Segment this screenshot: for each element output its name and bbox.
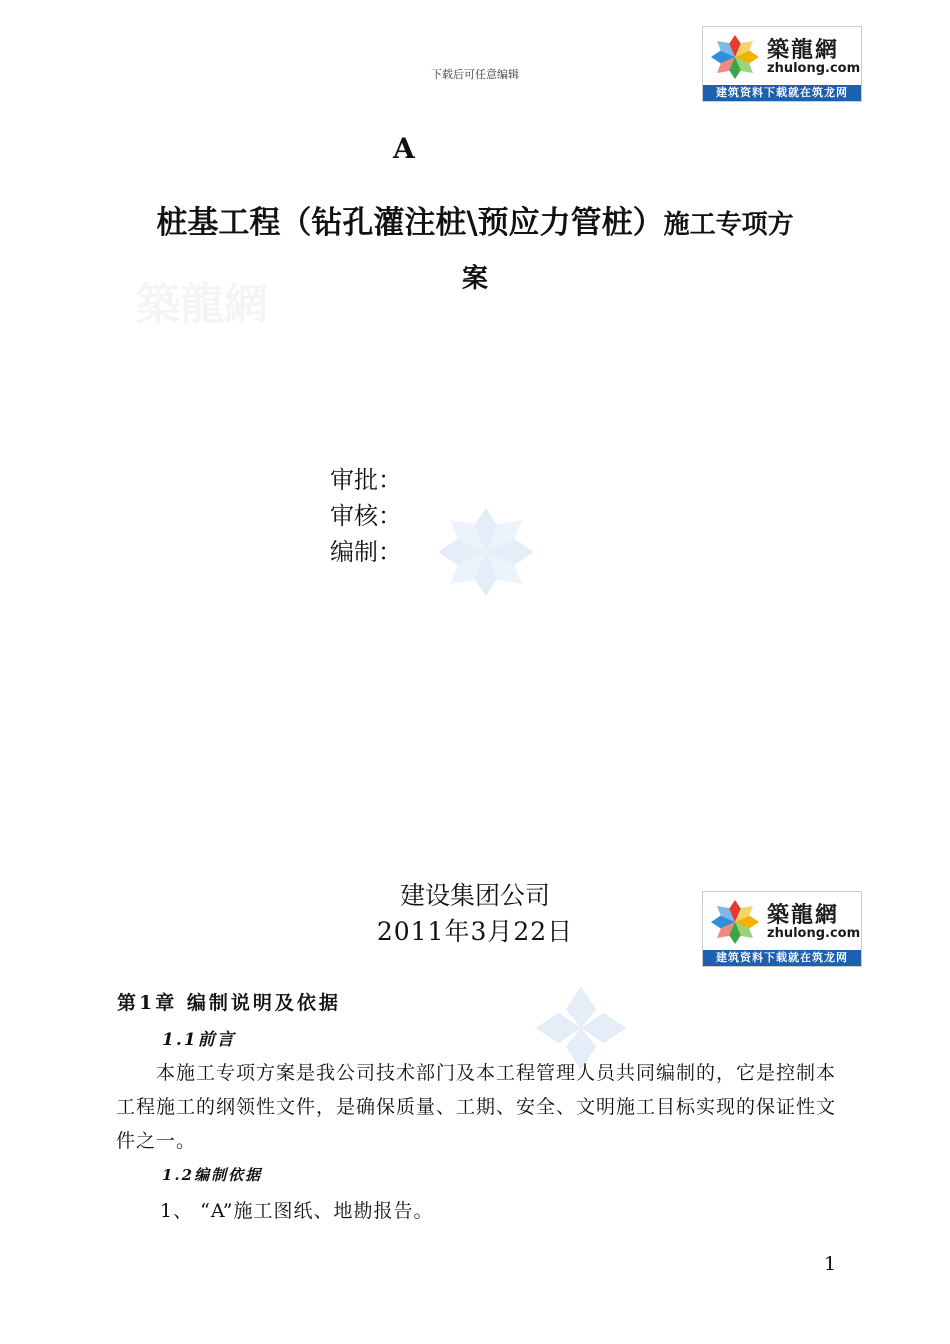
logo-tagline-2: 建筑资料下载就在筑龙网 [703,950,861,966]
approval-block [330,462,402,570]
zhulong-logo-icon-2 [707,898,763,946]
paragraph-preface: 本施工专项方案是我公司技术部门及本工程管理人员共同编制的，它是控制本工程施工的纲领性文件，是确保质量、工期、安全、文明施工目标实现的保证性文件之一。 [116,1062,837,1152]
section-heading-1-1: 1.1前言 [162,1030,236,1050]
watermark-flower-icon [430,498,542,606]
project-mark: A [393,132,415,165]
company-name: 建设集团公司 [399,881,550,910]
zhulong-logo [702,26,862,102]
logo-cn-text-2: 築龍網 [767,903,840,928]
approval-label: 审批： [330,466,402,494]
logo-cn-text: 築龍網 [767,38,840,63]
title-line2: 案 [461,264,488,294]
issue-date: 2011年3月22日 [376,917,574,946]
page-title [110,196,840,306]
title-line1-tail: 施工专项方 [663,210,794,240]
zhulong-logo-icon [707,33,763,81]
logo-en-text-2: zhulong.com [767,926,861,941]
logo-en-text: zhulong.com [767,61,861,76]
logo-tagline: 建筑资料下载就在筑龙网 [703,85,861,101]
page-number: 1 [824,1253,837,1275]
title-line1: 桩基工程（钻孔灌注桩\预应力管桩） [156,205,664,241]
review-label: 审核： [330,502,402,530]
list-item: 1、 “A”施工图纸、地勘报告。 [160,1200,434,1222]
header-note: 下载后可任意编辑 [431,68,519,81]
prepared-label: 编制： [330,538,402,566]
section-heading-1-2: 1.2编制依据 [162,1166,263,1184]
zhulong-logo-2 [702,891,862,967]
chapter-heading: 第1章 编制说明及依据 [117,992,341,1014]
watermark-text: 築龍網 [136,279,268,330]
